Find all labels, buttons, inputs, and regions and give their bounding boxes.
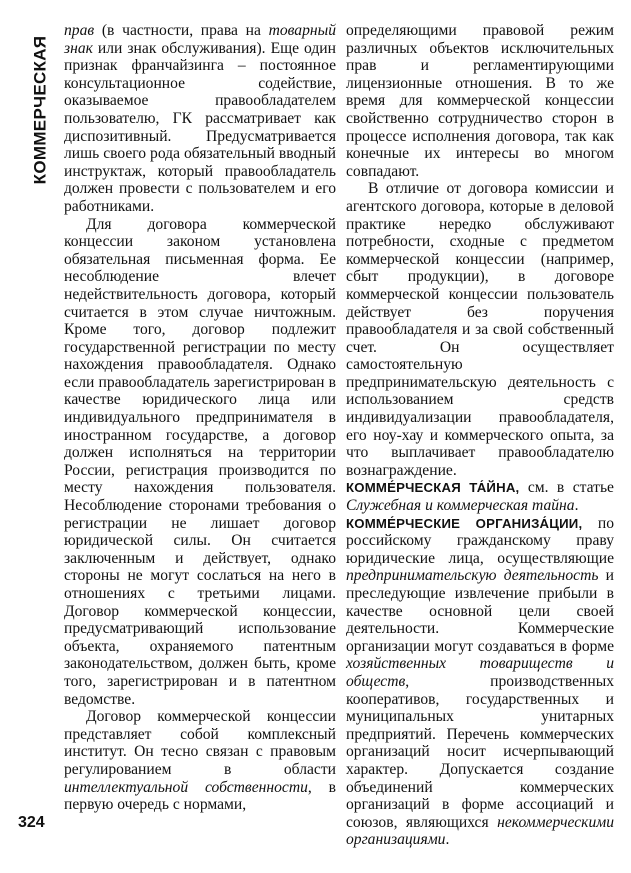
italic-term: некоммерческими организациями (346, 813, 614, 849)
text-run: . (445, 831, 450, 849)
page-number: 324 (18, 814, 45, 831)
section-label-text: КОММЕРЧЕСКАЯ (30, 35, 50, 185)
text-run: см. в статье (519, 479, 614, 497)
italic-term: хозяйственных товариществ и обществ (346, 655, 614, 690)
entry-headword: КОММЕ́РЧЕСКАЯ ТА́ЙНА, (346, 480, 520, 496)
text-run: Договор коммерческой концессии представляет собой комплексный институт. Он тесно связан с правовым регулированием в области (64, 708, 336, 778)
left-column (64, 22, 336, 814)
italic-term: Служебная и коммерческая тайна (346, 497, 575, 515)
paragraph (346, 22, 614, 180)
text-run: по российскому гражданскому праву юридические лица, осуществляющие (346, 514, 614, 567)
right-column (346, 22, 614, 849)
italic-term: интеллектуальной собственности (64, 778, 308, 796)
paragraph (64, 216, 336, 709)
paragraph (346, 180, 614, 479)
section-side-label (26, 30, 54, 190)
entry-headword: КОММЕ́РЧЕСКИЕ ОРГАНИЗА́ЦИИ, (346, 515, 583, 531)
text-run: В отличие от договора комиссии и агентского договора, которые в деловой практике нередко обслуживают потребности, сходные с предметом коммерческой концессии (например, сбыт продукции), в договоре коммерческой концессии пользователь действует без поручения правообладателя и за свой собственный счет. Он осуществляет самостоятельную предпринимательскую деятельность с использованием средств индивидуализации правообладателя, его ноу-хау и коммерческого опыта, за что выплачивает правообладателю вознаграждение. (346, 180, 614, 479)
dictionary-entry (346, 515, 614, 849)
text-run: , производственных кооперативов, государственных и муниципальных унитарных предприятий. Перечень коммерческих организаций носит исчерпывающий характер. Допускается создание объединений коммерческих организаций в форме ассоциаций и союзов, являющихся (346, 672, 614, 831)
paragraph (64, 708, 336, 814)
text-run: (в частности, права на (94, 22, 269, 39)
italic-term: прав (64, 22, 95, 39)
italic-term: товарный знак (64, 22, 336, 57)
text-run: определяющими правовой режим различных объектов исключительных прав и регламентирующими лицензионные отношения. В то же время для коммерческой концессии свойственно сотрудничество сторон в процессе исполнения договора, так как конечные их интересы во многом совпадают. (346, 22, 614, 180)
text-run: Для договора коммерческой концессии законом установлена обязательная письменная форма. Ее несоблюдение влечет недействительность договора, который считается в этом случае ничтожным. Кроме того, договор подлежит государственной регистрации по месту нахождения правообладателя. Однако если правообладатель зарегистрирован в качестве юридического лица или индивидуального предпринимателя в иностранном государстве, а договор должен исполняться на территории России, регистрация производится по месту нахождения пользователя. Несоблюдение сторонами требования о регистрации не лишает договор юридической силы. Он считается заключенным и действует, однако стороны не могут сослаться на него в отношениях с третьими лицами. Договор коммерческой концессии, предусматривающий использование объекта, охраняемого патентным законодательством, должен быть, кроме того, зарегистрирован и в патентном ведомстве. (64, 215, 336, 708)
italic-term: предпринимательскую деятельность (346, 567, 599, 585)
text-run: . (574, 497, 579, 515)
dictionary-entry (346, 479, 614, 514)
paragraph (64, 22, 336, 216)
text-run: , в первую очередь с нормами, (64, 778, 336, 814)
text-run: или знак обслуживания). Еще один признак франчайзинга – постоянное консультационное содействие, оказываемое правообладателем пользователю, ГК рассматривает как диспозитивный. Предусматривается лишь своего рода обязательный вводный инструктаж, который правообладатель должен провести с пользователем и его работниками. (64, 39, 336, 215)
text-run: и преследующие извлечение прибыли в качестве основной цели своей деятельности. Коммерческие организации могут создаваться в форме (346, 567, 614, 655)
